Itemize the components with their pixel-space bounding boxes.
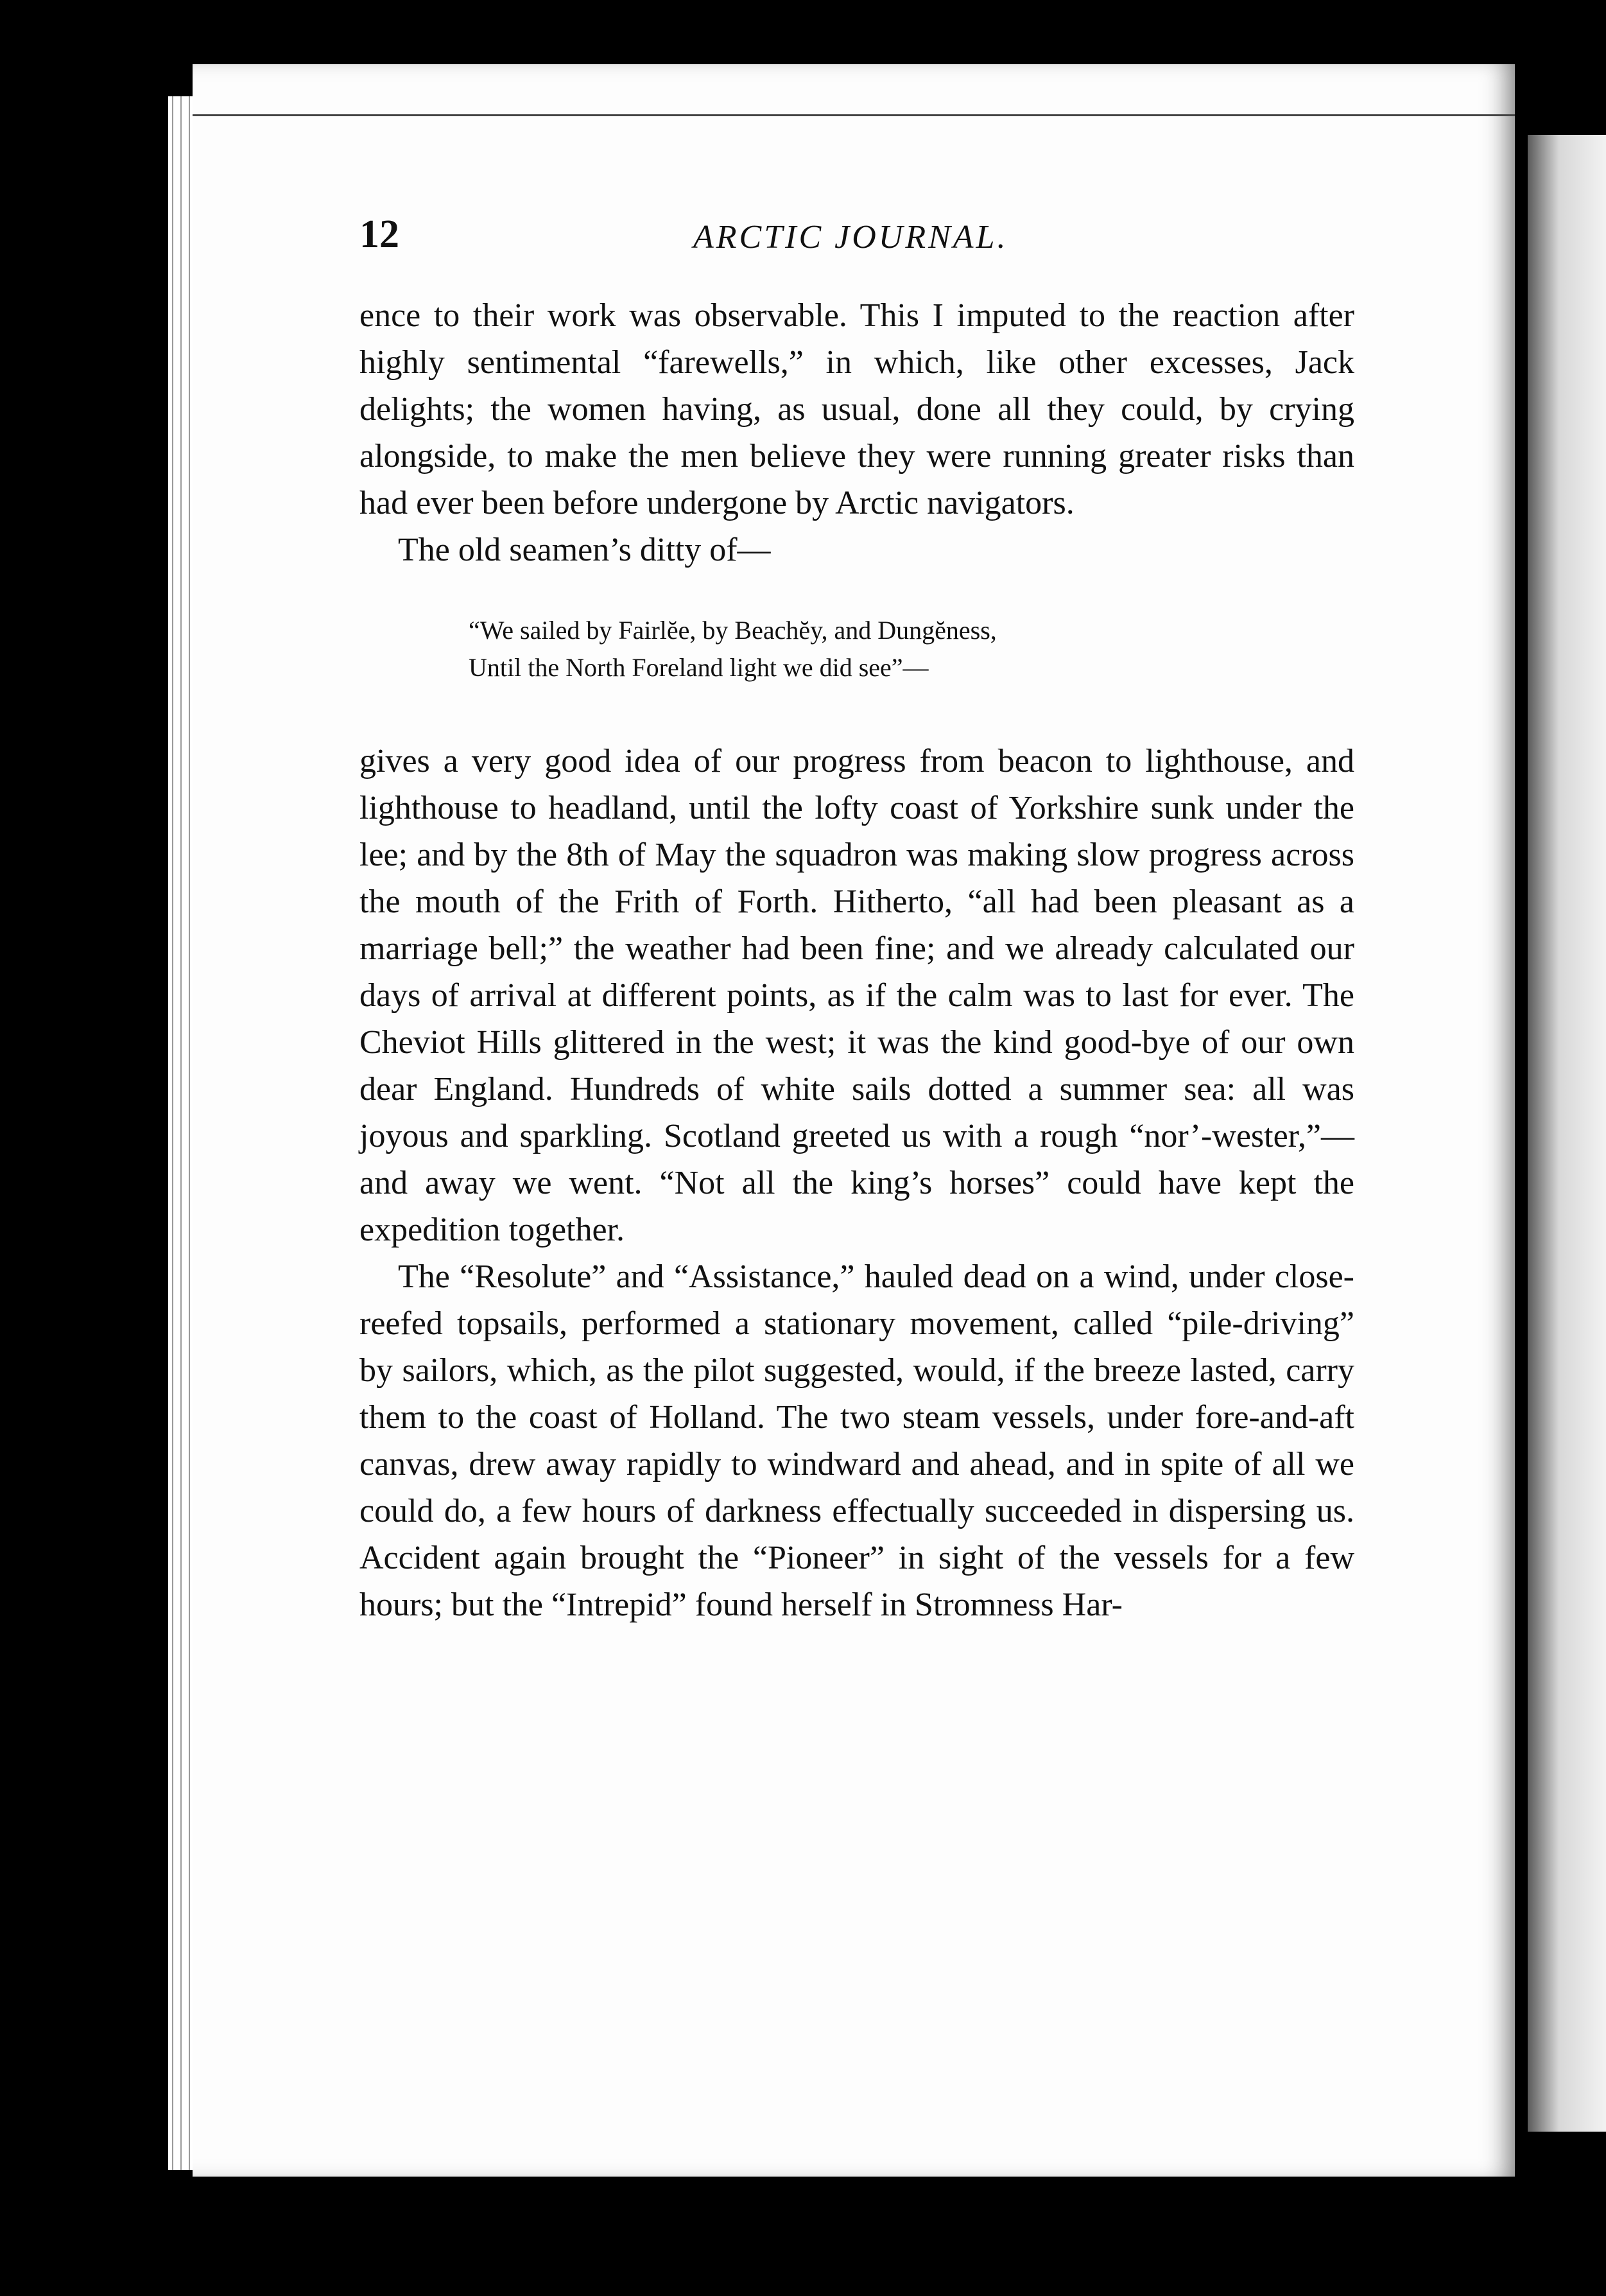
running-title: ARCTIC JOURNAL. [693,219,1008,256]
verse-line-2: Until the North Foreland light we did see”— [469,653,929,682]
page-number: 12 [359,213,399,256]
paragraph-1: ence to their work was observable. This I imputed to the reaction after highly sentimental “farewells,” in which, like other excesses, Jack delights; the women having, as usual, done all they could, by crying alongside, to make the men believe they were running greater risks than had ever been before undergone by Arctic navigators. [359,297,1354,521]
verse-quote [469,612,1354,686]
paragraph-4: The “Resolute” and “Assistance,” hauled dead on a wind, under close-reefed topsails, performed a stationary movement, called “pile-driving” by sailors, which, as the pilot suggested, would, if the breeze lasted, carry them to the coast of Holland. The two steam vessels, under fore-and-aft canvas, drew away rapidly to windward and ahead, and in spite of all we could do, a few hours of darkness effectually succeeded in dispersing us. Accident again brought the “Pioneer” in sight of the vessels for a few hours; but the “Intrepid” found herself in Stromness Har- [359,1258,1354,1623]
page-header [0,212,1606,270]
facing-page-edge [1528,135,1606,2132]
top-rule [193,114,1515,116]
body-text [359,292,1354,1628]
paragraph-3: gives a very good idea of our progress from beacon to lighthouse, and lighthouse to headland, until the lofty coast of Yorkshire sunk under the lee; and by the 8th of May the squadron was making slow progress across the mouth of the Frith of Forth. Hitherto, “all had been pleasant as a marriage bell;” the weather had been fine; and we already calculated our days of arrival at different points, as if the calm was to last for ever. The Cheviot Hills glittered in the west; it was the kind good-bye of our own dear England. Hundreds of white sails dotted a summer sea: all was joyous and sparkling. Scotland greeted us with a rough “nor’-wester,”—and away we went. “Not all the king’s horses” could have kept the expedition together. [359,743,1354,1248]
verse-line-1: “We sailed by Fairlĕe, by Beachĕy, and Dungĕness, [469,616,997,645]
paragraph-2: The old seamen’s ditty of— [398,532,771,568]
